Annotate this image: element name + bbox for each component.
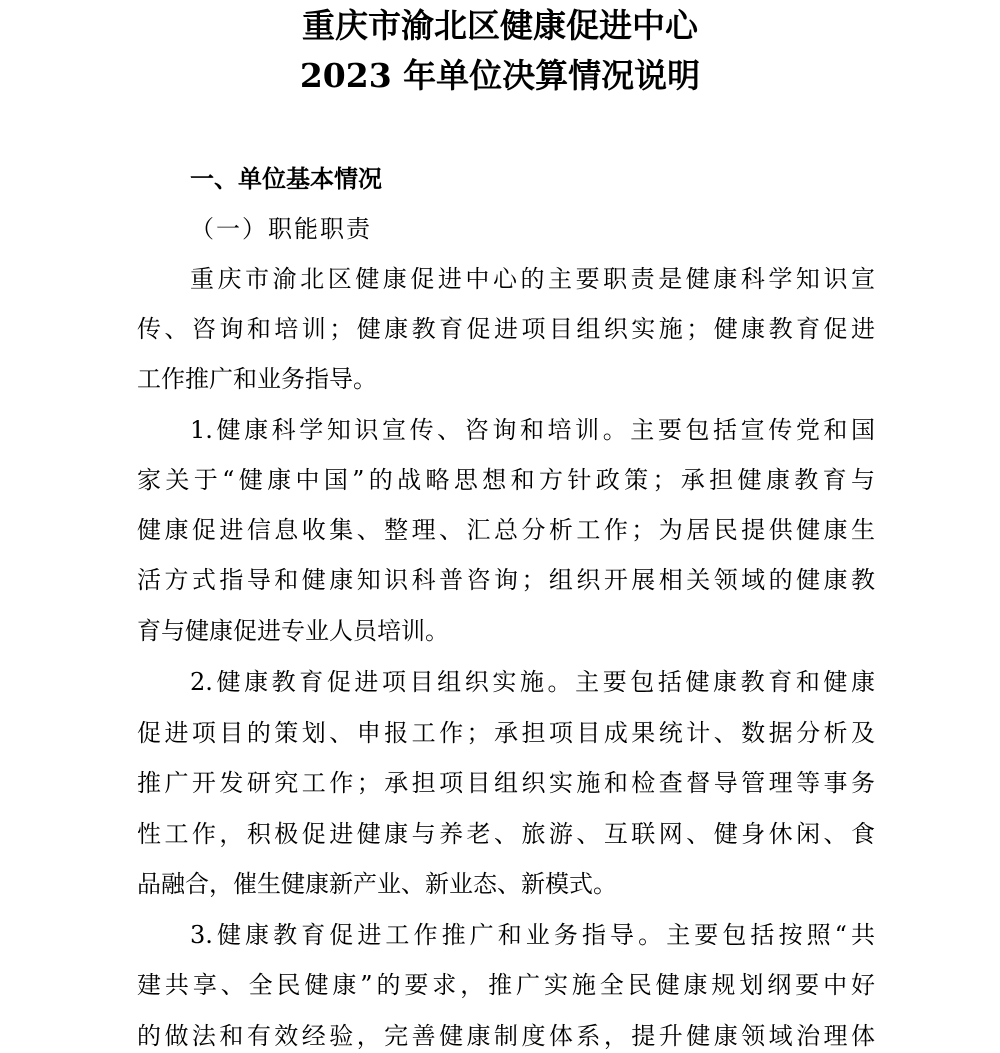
paragraph-3-line-3: 推广开发研究工作；承担项目组织实施和检查督导管理等事务 [137,769,875,797]
document-title-line-2: 2023 年单位决算情况说明 [299,56,701,95]
paragraph-3-line-5: 品融合，催生健康新产业、新业态、新模式。 [137,870,617,898]
paragraph-3-line-4: 性工作，积极促进健康与养老、旅游、互联网、健身休闲、食 [137,820,875,848]
paragraph-1-line-2: 传、咨询和培训；健康教育促进项目组织实施；健康教育促进 [137,315,875,343]
paragraph-4-line-1: 3.健康教育促进工作推广和业务指导。主要包括按照“共 [190,921,875,949]
section-heading: 一、单位基本情况 [190,165,382,193]
subsection-heading: （一）职能职责 [190,215,372,243]
paragraph-2-line-1: 1.健康科学知识宣传、咨询和培训。主要包括宣传党和国 [190,416,875,444]
paragraph-3-line-2: 促进项目的策划、申报工作；承担项目成果统计、数据分析及 [137,719,875,747]
paragraph-3-line-1: 2.健康教育促进项目组织实施。主要包括健康教育和健康 [190,668,875,696]
document-title-line-1: 重庆市渝北区健康促进中心 [302,6,698,45]
paragraph-4-line-2: 建共享、全民健康”的要求，推广实施全民健康规划纲要中好 [137,971,875,999]
paragraph-2-line-5: 育与健康促进专业人员培训。 [137,617,449,645]
paragraph-2-line-2: 家关于“健康中国”的战略思想和方针政策；承担健康教育与 [137,466,875,494]
paragraph-1-line-3: 工作推广和业务指导。 [137,365,377,393]
paragraph-1-line-1: 重庆市渝北区健康促进中心的主要职责是健康科学知识宣 [190,265,875,293]
paragraph-2-line-3: 健康促进信息收集、整理、汇总分析工作；为居民提供健康生 [137,516,875,544]
paragraph-4-line-3: 的做法和有效经验，完善健康制度体系，提升健康领域治理体 [137,1022,875,1050]
paragraph-2-line-4: 活方式指导和健康知识科普咨询；组织开展相关领域的健康教 [137,566,875,594]
